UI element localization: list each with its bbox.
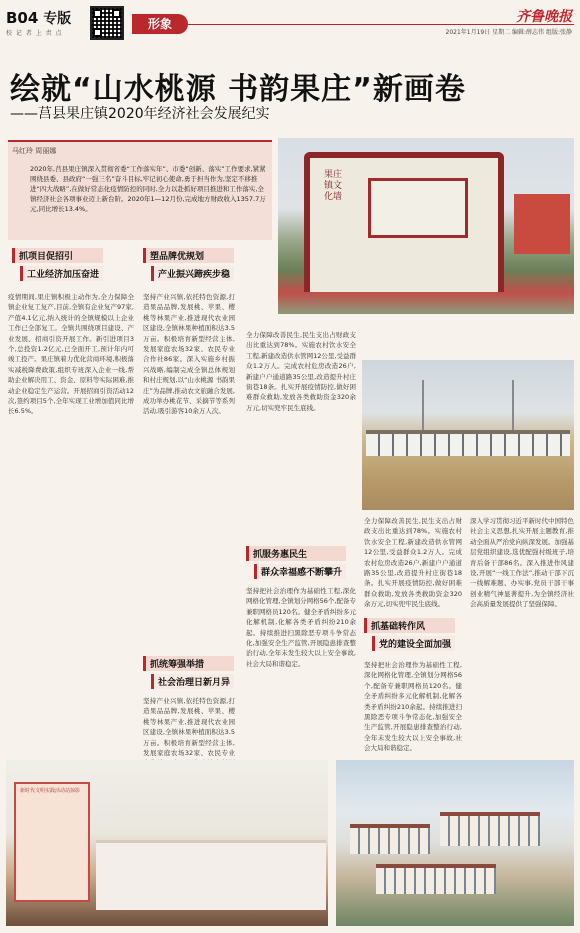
dateline: 2021年1月19日 星期二 编辑:薛志伟 组版:张静 bbox=[445, 29, 572, 36]
red-wall bbox=[514, 194, 570, 254]
subheadline: ——莒县果庄镇2020年经济社会发展纪实 bbox=[10, 106, 270, 122]
notice-board: 新时代文明实践活动站掠影 bbox=[14, 782, 90, 902]
text-column-1: 疫情期间,果庄镇积极主动作为,全力保障全镇企业复工复产,目前,全镇有企业复产97家,产值4.1亿元,纳入统计的全镇规模以上企业工作已全部复工。全镇共围绕项目建设、产业发展、招商引资开展工作。新引进项目3个,总投资1.2亿元,已全面开工,预计年内可竣工投产。果庄镇着力优化营商环境,积极落实减税降费政策,组织专班深入企业一线,帮助企业解决用工、资金、原料等实际困难,推动企业稳定生产运营。开展招商引资活动12次,签约项目5个,全年实现工业增加值同比增长6.5%。 bbox=[8, 293, 134, 416]
text-column-4b: 坚持把社会治理作为基础性工程,深化网格化管理,全镇划分网格56个,配备专兼职网格员120名。健全矛盾纠纷多元化解机制,化解各类矛盾纠纷210余起。持续推进扫黑除恶专项斗争常态化,加强安全生产监管,开展隐患排查整治行动,全年未发生较大以上安全事故,社会大局和谐稳定。 bbox=[364, 661, 462, 753]
masthead-logo: 齐鲁晚报 bbox=[516, 9, 572, 25]
text-column-4a: 全力保障改善民生,民生支出占财政支出比重达到78%。实施农村饮水安全工程,新建改造供水管网12公里,受益群众1.2万人。完成农村危房改造26户,新建户户通道路35公里,改造提升村庄街巷18条。扎实开展疫情防控,做好困难群众救助,发放各类救助资金320余万元,切实兜牢民生底线。 bbox=[364, 517, 462, 609]
building-row bbox=[366, 430, 570, 456]
qr-code-icon[interactable] bbox=[90, 6, 124, 40]
photo-town-aerial bbox=[336, 760, 574, 926]
gate-inscription: 果庄镇文化墙 bbox=[324, 170, 343, 202]
intro-text: 2020年,莒县果庄镇深入贯彻省委“工作落实年”、市委“创新、落实”工作要求,紧紧围绕县委、县政府“一强三名”奋斗目标,牢记初心使命,勇于担当作为,坚定不移推进“四大战略”,在做好常态化疫情防控的同时,全力以赴抓好项目推进和工作落实,全镇经济社会各项事业迈上新台阶。2020年1—12月份,完成地方财政收入1357.7万元,同比增长13.4%。 bbox=[30, 165, 266, 213]
text-column-2: 坚持产业兴镇,依托特色资源,打造果品品牌,发展桃、苹果、樱桃等林果产业,推进现代农业园区建设,全镇林果种植面积达3.5万亩。积极培育新型经营主体,发展家庭农场32家、农民专业合作社86家。深入实施乡村振兴战略,编制完成全镇总体规划和村庄规划,以“山水桃源 书韵果庄”为品牌,推动农文旅融合发展,成功举办桃花节、采摘节等系列活动,吸引游客10余万人次。 bbox=[143, 293, 235, 416]
section-head-3: 抓服务惠民生 群众幸福感不断攀升 bbox=[246, 546, 346, 579]
headline: 绘就“山水桃源 书韵果庄”新画卷 bbox=[10, 72, 466, 107]
editor-line: 校 记 者 上 责 点 bbox=[6, 30, 63, 37]
section-tag: 形象 bbox=[132, 14, 188, 34]
text-column-3a: 全力保障改善民生,民生支出占财政支出比重达到78%。实施农村饮水安全工程,新建改造供水管网12公里,受益群众1.2万人。完成农村危房改造26户,新建户户通道路35公里,改造提升村庄街巷18条。扎实开展疫情防控,做好困难群众救助,发放各类救助资金320余万元,切实兜牢民生底线。 bbox=[246, 331, 356, 412]
section-head-1: 抓项目促招引 工业经济加压奋进 bbox=[12, 248, 103, 281]
section-head-4: 抓统筹强举措 社会治理日新月异 bbox=[143, 656, 234, 689]
photo-practice-hall bbox=[6, 760, 328, 926]
byline: 马红玲 周丽娜 bbox=[12, 147, 57, 155]
intro-box bbox=[8, 140, 272, 240]
section-head-5: 抓基础转作风 党的建设全面加强 bbox=[364, 618, 455, 651]
text-column-5: 深入学习贯彻习近平新时代中国特色社会主义思想,扎实开展主题教育,推动全面从严治党向纵深发展。加强基层党组织建设,选优配强村级班子,培育后备干部86名。深入推进作风建设,开展“一线工作法”,推动干部下沉一线解难题、办实事,党员干部干事创业精气神显著提升,为全镇经济社会高质量发展提供了坚强保障。 bbox=[470, 517, 574, 609]
section-head-2: 塑品牌优规划 产业振兴蹄疾步稳 bbox=[143, 248, 234, 281]
photo-construction bbox=[362, 360, 574, 510]
text-column-2b: 坚持产业兴镇,依托特色资源,打造果品品牌,发展桃、苹果、樱桃等林果产业,推进现代农业园区建设,全镇林果种植面积达3.5万亩。积极培育新型经营主体,发展家庭农场32家、农民专业 bbox=[143, 697, 235, 758]
text-column-3b: 坚持把社会治理作为基础性工程,深化网格化管理,全镇划分网格56个,配备专兼职网格员120名。健全矛盾纠纷多元化解机制,化解各类矛盾纠纷210余起。持续推进扫黑除恶专项斗争常态化,加强安全生产监管,开展隐患排查整治行动,全年未发生较大以上安全事故,社会大局和谐稳定。 bbox=[246, 587, 356, 668]
page-number: B04 专版 bbox=[6, 9, 72, 27]
long-table bbox=[96, 840, 326, 910]
culture-wall bbox=[368, 178, 468, 238]
photo-culture-gate bbox=[278, 138, 574, 314]
